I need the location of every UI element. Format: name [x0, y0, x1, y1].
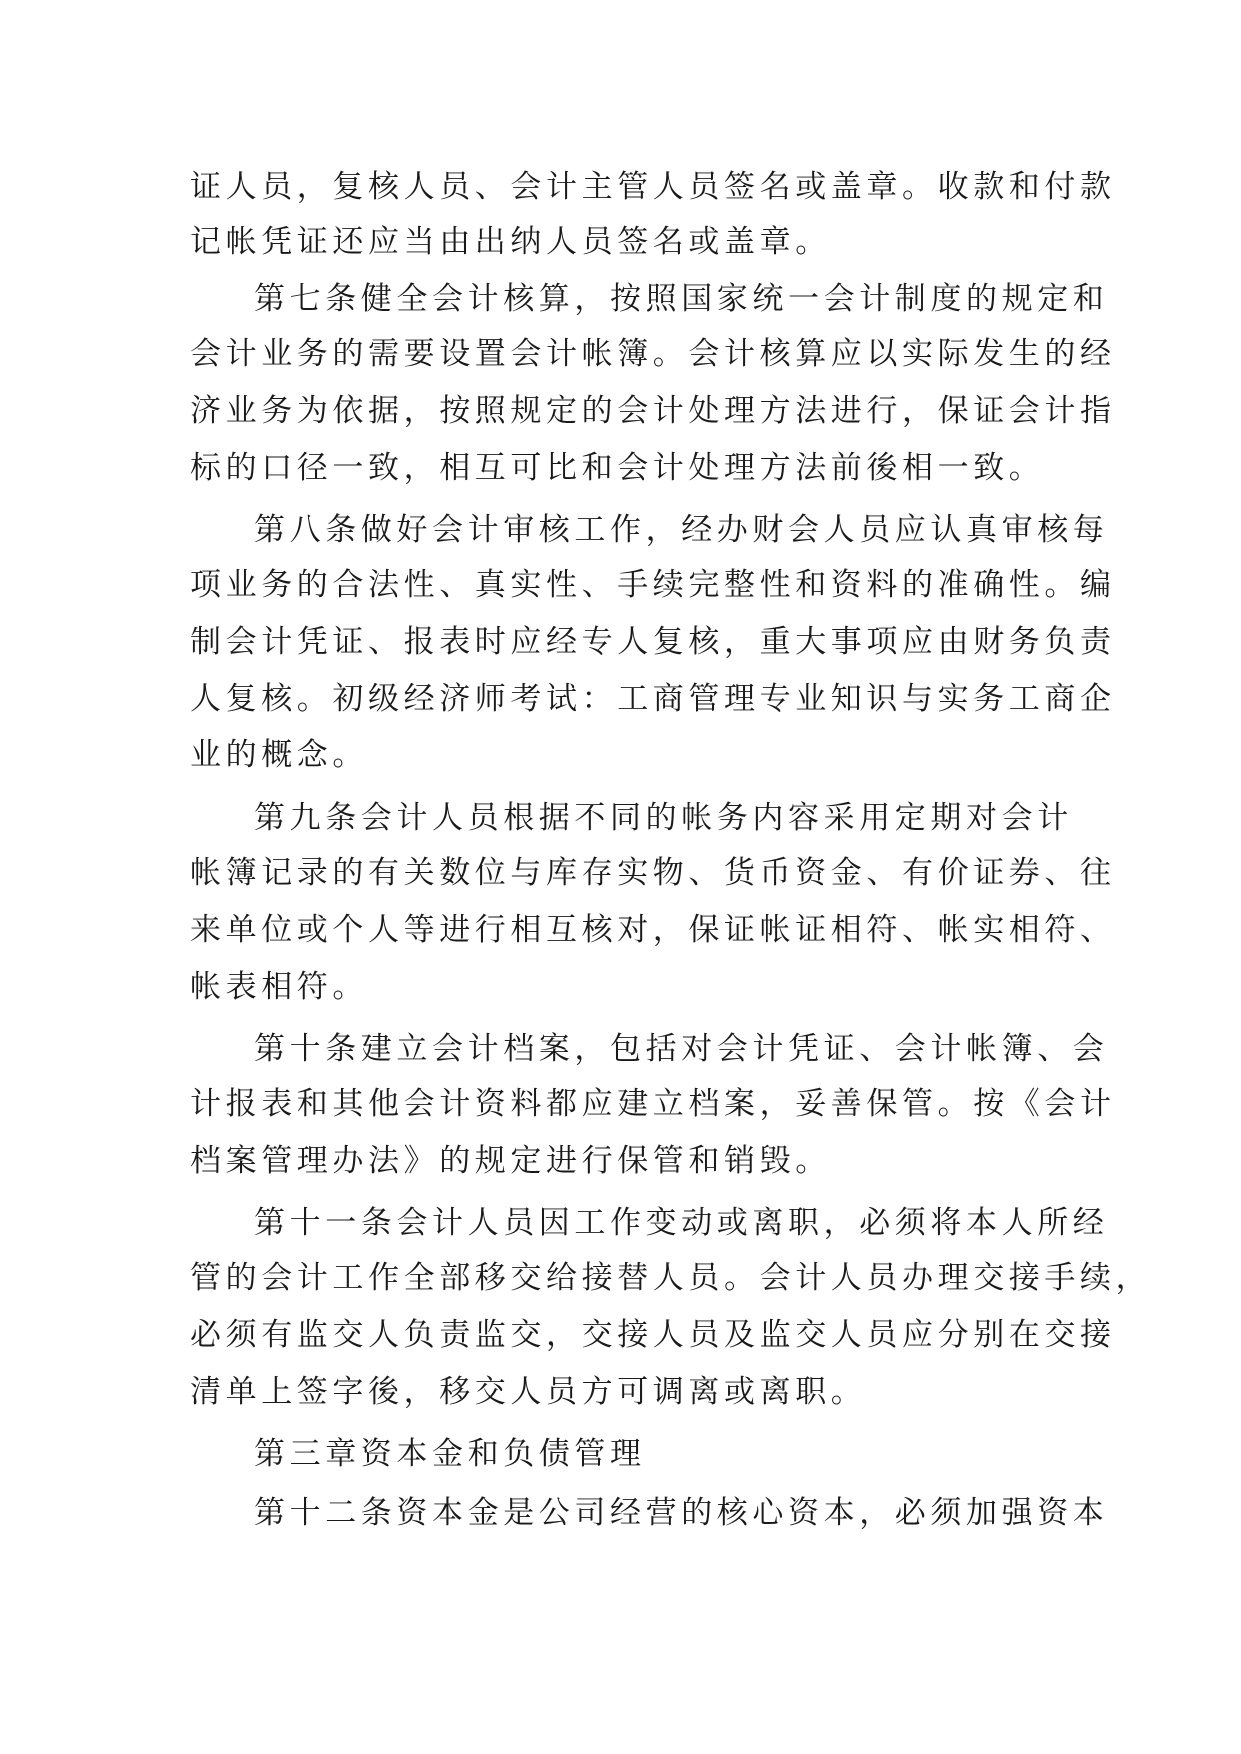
- text-line: 人复核。初级经济师考试：工商管理专业知识与实务工商企: [190, 681, 1116, 717]
- text-line: 制会计凭证、报表时应经专人复核，重大事项应由财务负责: [190, 624, 1116, 660]
- text-line: 济业务为依据，按照规定的会计处理方法进行，保证会计指: [190, 393, 1116, 429]
- text-line: 清单上签字後，移交人员方可调离或离职。: [190, 1374, 867, 1410]
- text-line: 业的概念。: [190, 737, 368, 773]
- text-line: 项业务的合法性、真实性、手续完整性和资料的准确性。编: [190, 567, 1116, 603]
- text-line: 帐表相符。: [190, 969, 368, 1005]
- text-line: 来单位或个人等进行相互核对，保证帐证相符、帐实相符、: [190, 912, 1116, 948]
- paragraph-article-8: 第八条做好会计审核工作，经办财会人员应认真审核每: [254, 512, 1109, 548]
- text-line: 档案管理办法》的规定进行保管和销毁。: [190, 1143, 831, 1179]
- text-line: 帐簿记录的有关数位与库存实物、货币资金、有价证券、往: [190, 855, 1116, 891]
- text-line: 必须有监交人负责监交，交接人员及监交人员应分别在交接: [190, 1317, 1116, 1353]
- chapter-heading: 第三章资本金和负债管理: [254, 1436, 646, 1472]
- paragraph-article-9: 第九条会计人员根据不同的帐务内容采用定期对会计: [254, 800, 1073, 836]
- text-line: 计报表和其他会计资料都应建立档案，妥善保管。按《会计: [190, 1086, 1116, 1122]
- text-line: 管的会计工作全部移交给接替人员。会计人员办理交接手续，: [190, 1260, 1152, 1296]
- paragraph-article-11: 第十一条会计人员因工作变动或离职，必须将本人所经: [254, 1205, 1109, 1241]
- text-line: 证人员，复核人员、会计主管人员签名或盖章。收款和付款: [190, 169, 1116, 205]
- text-line: 记帐凭证还应当由出纳人员签名或盖章。: [190, 224, 831, 260]
- text-line: 标的口径一致，相互可比和会计处理方法前後相一致。: [190, 450, 1045, 486]
- paragraph-article-10: 第十条建立会计档案，包括对会计凭证、会计帐簿、会: [254, 1031, 1109, 1067]
- paragraph-article-12: 第十二条资本金是公司经营的核心资本，必须加强资本: [254, 1495, 1109, 1531]
- paragraph-article-7: 第七条健全会计核算，按照国家统一会计制度的规定和: [254, 281, 1109, 317]
- text-line: 会计业务的需要设置会计帐簿。会计核算应以实际发生的经: [190, 336, 1116, 372]
